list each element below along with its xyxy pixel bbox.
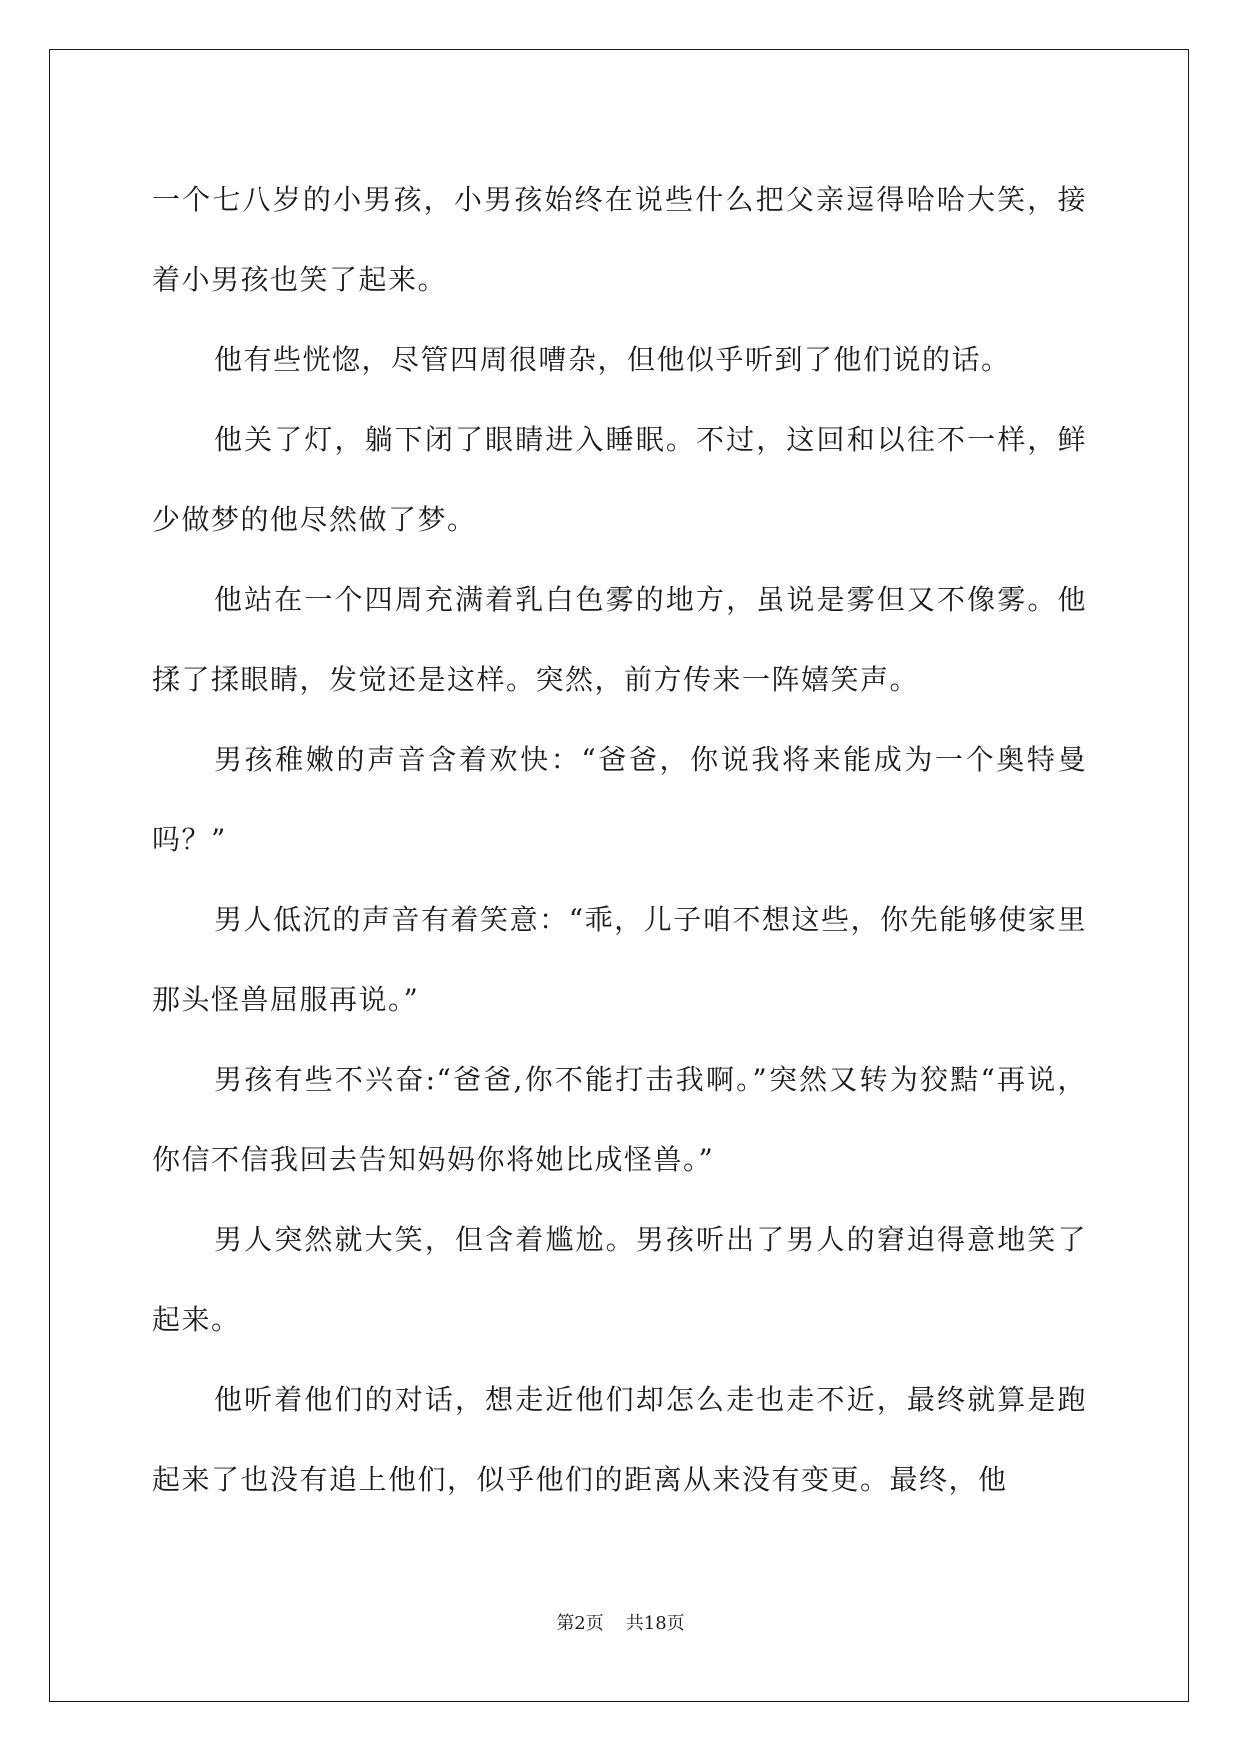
paragraph-4: 他站在一个四周充满着乳白色雾的地方，虽说是雾但又不像雾。他揉了揉眼睛，发觉还是这样。突然，前方传来一阵嬉笑声。 (152, 583, 1087, 696)
paragraph-1: 一个七八岁的小男孩，小男孩始终在说些什么把父亲逗得哈哈大笑，接着小男孩也笑了起来。 (152, 183, 1087, 296)
paragraph-8: 男人突然就大笑，但含着尴尬。男孩听出了男人的窘迫得意地笑了起来。 (152, 1223, 1087, 1336)
paragraph-7: 男孩有些不兴奋:“爸爸,你不能打击我啊。”突然又转为狡黠“再说，你信不信我回去告知妈妈你将她比成怪兽。” (152, 1063, 1087, 1176)
page-total: 共18页 (625, 1613, 685, 1634)
paragraph-6: 男人低沉的声音有着笑意：“乖，儿子咱不想这些，你先能够使家里那头怪兽屈服再说。” (152, 903, 1087, 1016)
paragraph-2: 他有些恍惚，尽管四周很嘈杂，但他似乎听到了他们说的话。 (214, 343, 1011, 376)
paragraph-9: 他听着他们的对话，想走近他们却怎么走也走不近，最终就算是跑起来了也没有追上他们，似乎他们的距离从来没有变更。最终，他 (152, 1383, 1087, 1496)
page-footer (0, 1609, 1241, 1635)
paragraph-3: 他关了灯，躺下闭了眼睛进入睡眠。不过，这回和以往不一样，鲜少做梦的他尽然做了梦。 (152, 423, 1087, 536)
body-text (152, 160, 1087, 1520)
paragraph-5: 男孩稚嫩的声音含着欢快：“爸爸，你说我将来能成为一个奥特曼吗？” (152, 743, 1087, 856)
page-number: 第2页 (556, 1613, 604, 1634)
